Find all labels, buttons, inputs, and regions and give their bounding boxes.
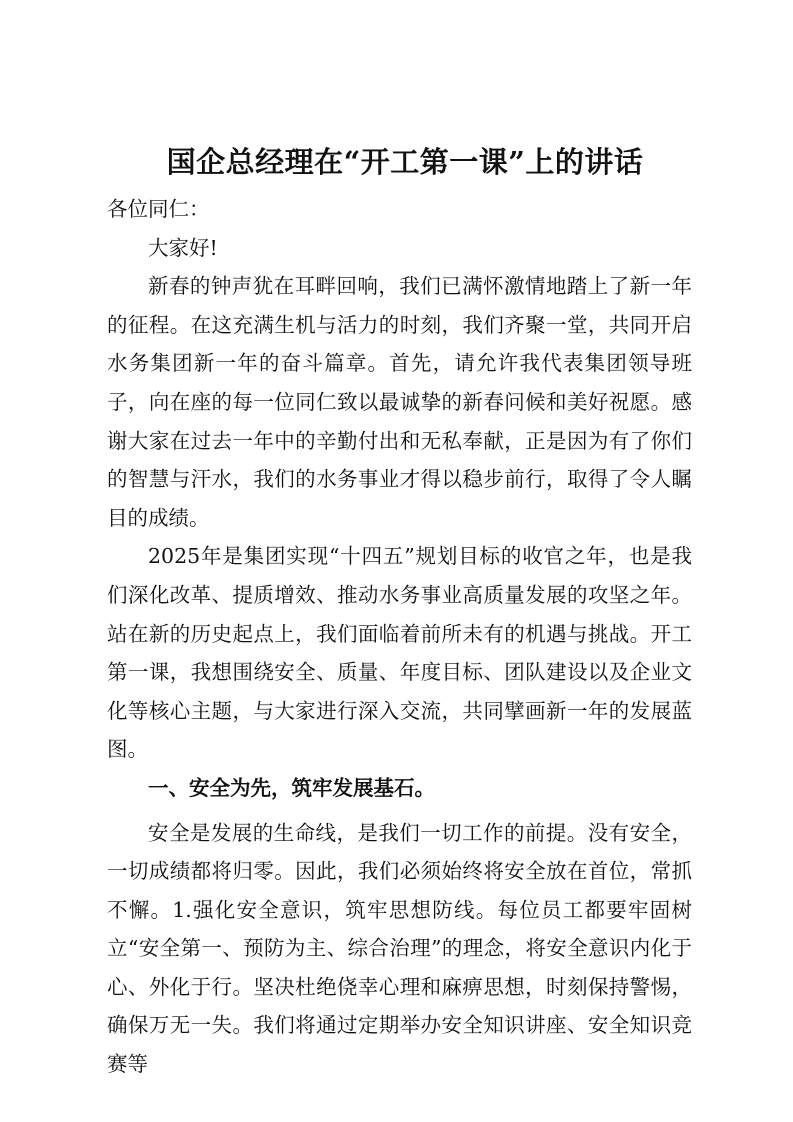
salutation: 各位同仁： — [107, 197, 210, 221]
document-body — [107, 190, 692, 1084]
section-heading-safety: 一、安全为先，筑牢发展基石。 — [148, 775, 435, 800]
paragraph-opening: 新春的钟声犹在耳畔回响，我们已满怀激情地踏上了新一年的征程。在这充满生机与活力的时刻，我们齐聚一堂，共同开启水务集团新一年的奋斗篇章。首先，请允许我代表集团领导班子，向在座的每一位同仁致以最诚挚的新春问候和美好祝愿。感谢大家在过去一年中的辛勤付出和无私奉献，正是因为有了你们的智慧与汗水，我们的水务事业才得以稳步前行，取得了令人瞩目的成绩。 — [107, 274, 692, 530]
paragraph-year-goals: 2025年是集团实现“十四五”规划目标的收官之年，也是我们深化改革、提质增效、推动水务事业高质量发展的攻坚之年。站在新的历史起点上，我们面临着前所未有的机遇与挑战。开工第一课，我想围绕安全、质量、年度目标、团队建设以及企业文化等核心主题，与大家进行深入交流，共同擘画新一年的发展蓝图。 — [107, 544, 692, 762]
greeting: 大家好! — [148, 235, 218, 260]
document-title: 国企总经理在“开工第一课”上的讲话 — [166, 145, 644, 179]
paragraph-safety: 安全是发展的生命线，是我们一切工作的前提。没有安全，一切成绩都将归零。因此，我们必须始终将安全放在首位，常抓不懈。1.强化安全意识，筑牢思想防线。每位员工都要牢固树立“安全第一、预防为主、综合治理”的理念，将安全意识内化于心、外化于行。坚决杜绝侥幸心理和麻痹思想，时刻保持警惕，确保万无一失。我们将通过定期举办安全知识讲座、安全知识竞赛等 — [107, 820, 692, 1077]
